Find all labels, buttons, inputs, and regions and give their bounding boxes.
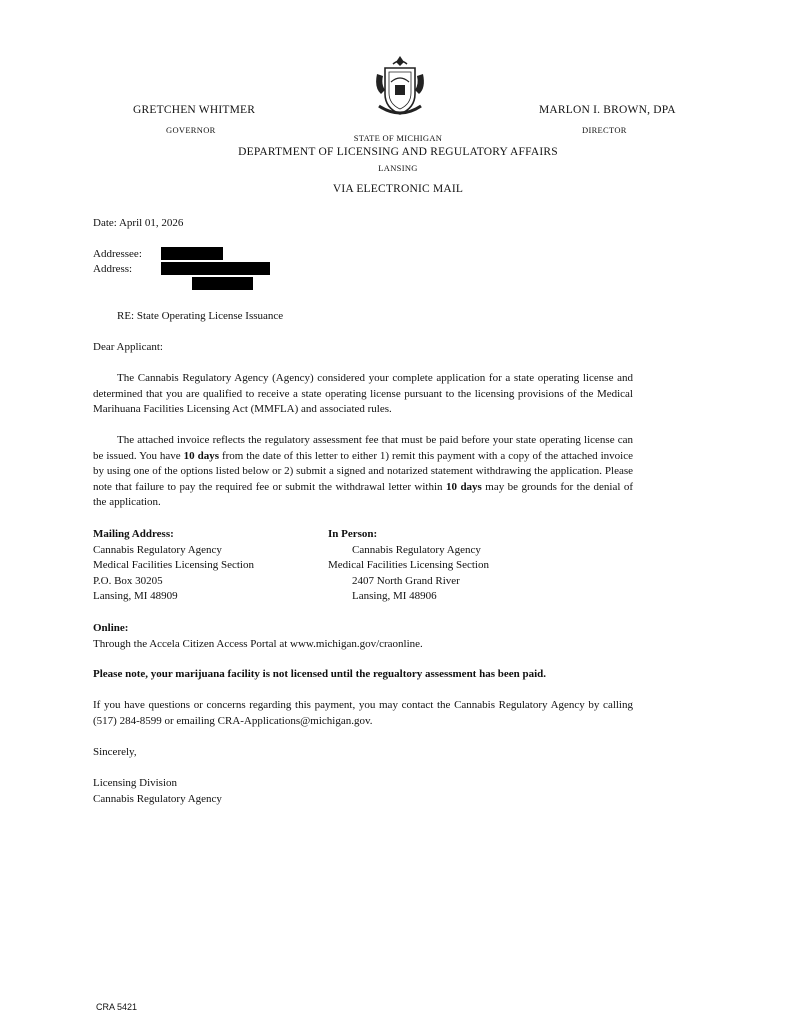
mailing-line1: Cannabis Regulatory Agency: [93, 543, 222, 556]
re-line: RE: State Operating License Issuance: [117, 310, 284, 322]
salutation: Dear Applicant:: [93, 341, 163, 353]
mailing-line2: Medical Facilities Licensing Section: [93, 559, 254, 572]
paragraph-consideration-text: The Cannabis Regulatory Agency (Agency) considered your complete application for a state operating license and determined that you are qualified to receive a state operating license pursuant to the licensing provisions of the Medical Marihuana Facilities Licensing Act (MMFLA) and associated rules.: [93, 372, 633, 416]
contact-text: If you have questions or concerns regarding this payment, you may contact the Cannabis Regulatory Agency by calling (517) 284-8599 or emailing CRA-Applications@michigan.gov.: [93, 699, 633, 727]
director-name: MARLON I. BROWN, DPA: [539, 104, 676, 116]
contact-paragraph: [93, 698, 633, 729]
license-notice: [93, 667, 546, 683]
in-person-line4: Lansing, MI 48906: [352, 590, 437, 603]
para2-deadline-2: 10 days: [446, 480, 482, 493]
signature-block: [93, 776, 222, 807]
redaction-address-line2: [192, 277, 253, 290]
city-name: LANSING: [378, 163, 418, 173]
form-code: CRA 5421: [96, 1002, 138, 1012]
para2-text-c: from the date of this letter to either 1) remit this payment with a copy of the attached invoice by using one of the options listed below or 2) submit a signed and notarized statement withdrawing the application. Please note that failure to pay the required fee or submit the withdrawal letter within: [93, 449, 634, 493]
addressee-label: Addressee:: [93, 248, 142, 260]
mailing-line3: P.O. Box 30205: [93, 574, 163, 587]
mailing-address-block: [93, 527, 254, 605]
department-name: DEPARTMENT OF LICENSING AND REGULATORY AFFAIRS: [238, 146, 558, 158]
closing-sincerely: Sincerely,: [93, 746, 137, 758]
in-person-line1: Cannabis Regulatory Agency: [352, 543, 481, 556]
online-heading: Online:: [93, 622, 129, 634]
para2-text-a: The attached invoice reflects the regulatory assessment fee that must be paid before your state operating license can be issued. You have: [93, 434, 633, 462]
governor-title: GOVERNOR: [166, 125, 216, 135]
in-person-line2: Medical Facilities Licensing Section: [328, 559, 489, 572]
director-title: DIRECTOR: [582, 125, 627, 135]
in-person-block: [328, 527, 489, 605]
mailing-line4: Lansing, MI 48909: [93, 590, 178, 603]
address-label: Address:: [93, 263, 133, 275]
redaction-addressee: [161, 247, 223, 260]
state-seal: [371, 54, 429, 118]
para2-deadline-1: 10 days: [183, 449, 219, 462]
para2-text-e: may be grounds for the denial of the application.: [93, 480, 633, 509]
license-notice-text: Please note, your marijuana facility is not licensed until the regualtory assessment has been paid.: [93, 668, 547, 680]
paragraph-invoice: [93, 433, 633, 511]
signature-line1: Licensing Division: [93, 777, 178, 789]
in-person-heading: In Person:: [328, 528, 378, 540]
letter-date: Date: April 01, 2026: [93, 217, 184, 229]
online-text: Through the Accela Citizen Access Portal at www.michigan.gov/craonline.: [93, 637, 423, 650]
signature-line2: Cannabis Regulatory Agency: [93, 792, 222, 805]
mailing-heading: Mailing Address:: [93, 528, 174, 540]
delivery-method: VIA ELECTRONIC MAIL: [332, 183, 464, 195]
paragraph-consideration: [93, 371, 633, 418]
online-block: [93, 621, 423, 652]
state-name: STATE OF MICHIGAN: [353, 133, 443, 143]
in-person-line3: 2407 North Grand River: [352, 574, 460, 587]
redaction-address-line1: [161, 262, 270, 275]
governor-name: GRETCHEN WHITMER: [133, 104, 256, 116]
